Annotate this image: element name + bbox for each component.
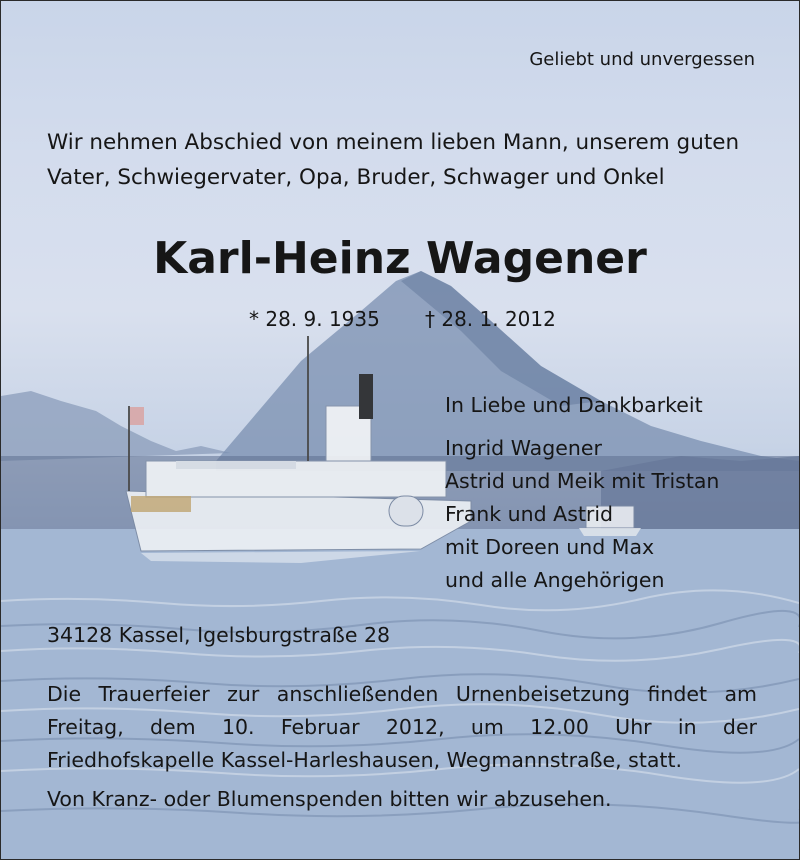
steamer-paddle-box: [389, 496, 423, 526]
steamer-flower-boxes: [131, 496, 191, 512]
steamer-deck-canopy: [176, 461, 296, 469]
flowers-note: Von Kranz- oder Blumenspenden bitten wir abzusehen.: [47, 787, 612, 811]
mourner-name: Ingrid Wagener: [445, 436, 602, 460]
death-date: † 28. 1. 2012: [425, 307, 556, 331]
mountain-range-left: [1, 391, 231, 461]
intro-line: Wir nehmen Abschied von meinem lieben Mann, unserem guten: [47, 130, 740, 155]
mourner-name: und alle Angehörigen: [445, 568, 665, 592]
ceremony-line: Friedhofskapelle Kassel-Harleshausen, Wegmannstraße, statt.: [47, 748, 683, 772]
birth-date: * 28. 9. 1935: [249, 307, 380, 331]
closing-phrase: In Liebe und Dankbarkeit: [445, 393, 703, 417]
mourner-name: Astrid und Meik mit Tristan: [445, 469, 720, 493]
address: 34128 Kassel, Igelsburgstraße 28: [47, 623, 391, 647]
mourners-block: [445, 389, 719, 597]
intro-text: [47, 125, 739, 195]
ceremony-line: Freitag, dem 10. Februar 2012, um 12.00 Uhr in der: [47, 715, 757, 739]
ceremony-info: [47, 678, 757, 777]
motto: Geliebt und unvergessen: [529, 49, 755, 70]
mourner-name: mit Doreen und Max: [445, 535, 655, 559]
deceased-name: Karl-Heinz Wagener: [153, 233, 647, 284]
steamer-funnel: [359, 374, 373, 419]
ceremony-line: Die Trauerfeier zur anschließenden Urnenbeisetzung findet am: [47, 682, 757, 706]
intro-line: Vater, Schwiegervater, Opa, Bruder, Schwager und Onkel: [47, 165, 665, 190]
mourner-name: Frank und Astrid: [445, 502, 614, 526]
steamer-flag: [130, 407, 144, 425]
